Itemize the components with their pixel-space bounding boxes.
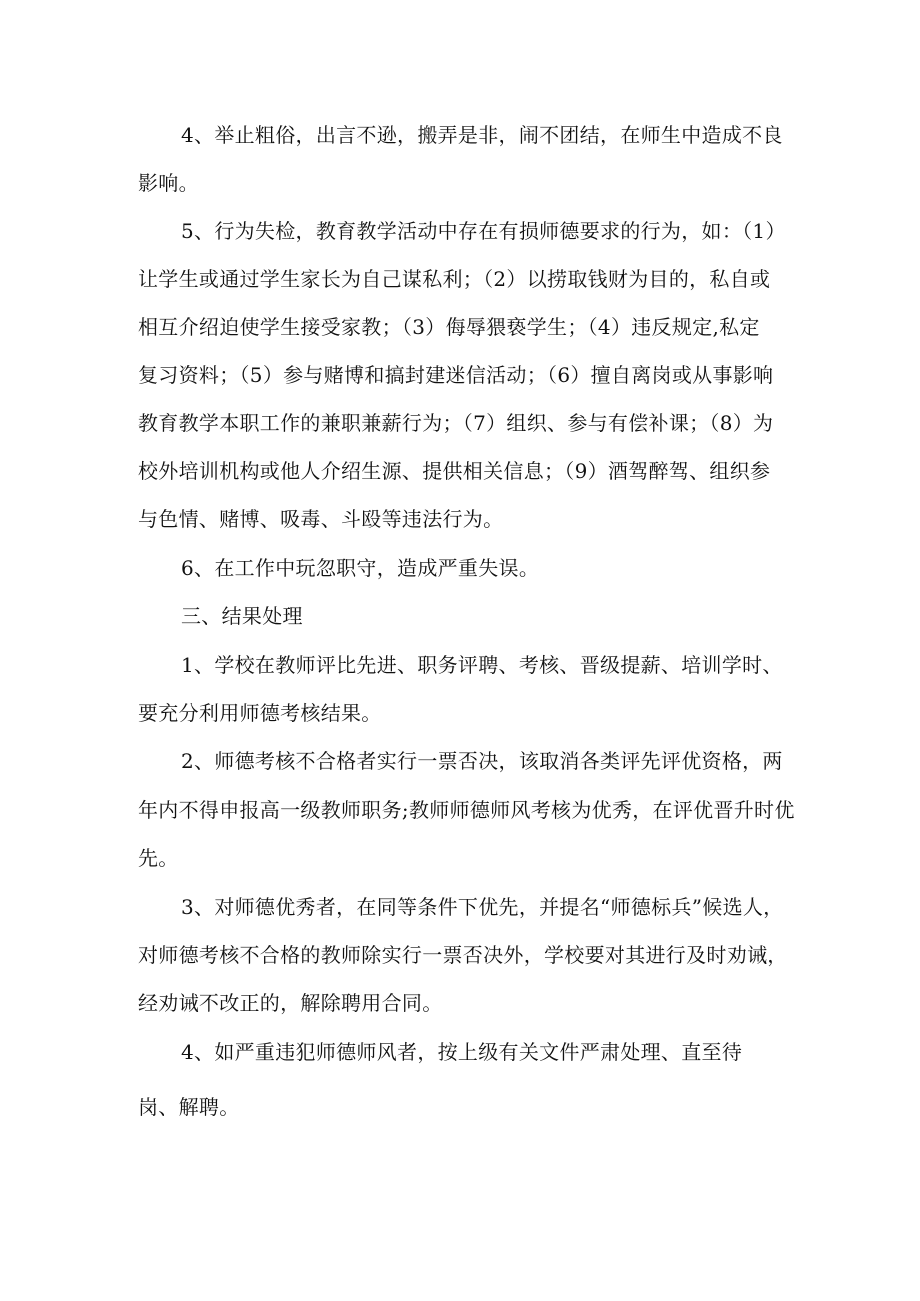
text-line: 与色情、赌博、吸毒、斗殴等违法行为。	[138, 507, 504, 531]
text-line: 4、如严重违犯师德师风者，按上级有关文件严肃处理、直至待	[181, 1040, 743, 1064]
text-line: 校外培训机构或他人介绍生源、提供相关信息；（9）酒驾醉驾、组织参	[138, 459, 771, 483]
text-line: 要充分利用师德考核结果。	[138, 701, 382, 725]
text-line: 复习资料；（5）参与赌博和搞封建迷信活动；（6）擅自离岗或从事影响	[138, 363, 774, 387]
text-line: 4、举止粗俗，出言不逊，搬弄是非，闹不团结，在师生中造成不良	[181, 123, 783, 147]
text-line: 年内不得申报高一级教师职务;教师师德师风考核为优秀，在评优晋升时优	[138, 798, 795, 822]
text-line: 2、师德考核不合格者实行一票否决，该取消各类评先评优资格，两	[181, 749, 783, 773]
text-line: 岗、解聘。	[138, 1095, 240, 1119]
text-line: 3、对师德优秀者，在同等条件下优先，并提名“师德标兵”候选人，	[181, 895, 784, 919]
text-line: 经劝诫不改正的，解除聘用合同。	[138, 991, 443, 1015]
text-line: 教育教学本职工作的兼职兼薪行为；（7）组织、参与有偿补课；（8）为	[138, 411, 774, 435]
text-line: 让学生或通过学生家长为自己谋私利；（2）以捞取钱财为目的，私自或	[138, 267, 771, 291]
section-heading: 三、结果处理	[181, 604, 303, 628]
text-line: 1、学校在教师评比先进、职务评聘、考核、晋级提薪、培训学时、	[181, 653, 783, 677]
text-line: 先。	[138, 846, 179, 870]
text-line: 相互介绍迫使学生接受家教；（3）侮辱猥亵学生；（4）违反规定,私定	[138, 315, 760, 339]
text-line: 影响。	[138, 171, 199, 195]
text-line: 对师德考核不合格的教师除实行一票否决外，学校要对其进行及时劝诫，	[138, 943, 788, 967]
text-line: 5、行为失检，教育教学活动中存在有损师德要求的行为，如：（1）	[181, 219, 786, 243]
text-line: 6、在工作中玩忽职守，造成严重失误。	[181, 556, 540, 580]
